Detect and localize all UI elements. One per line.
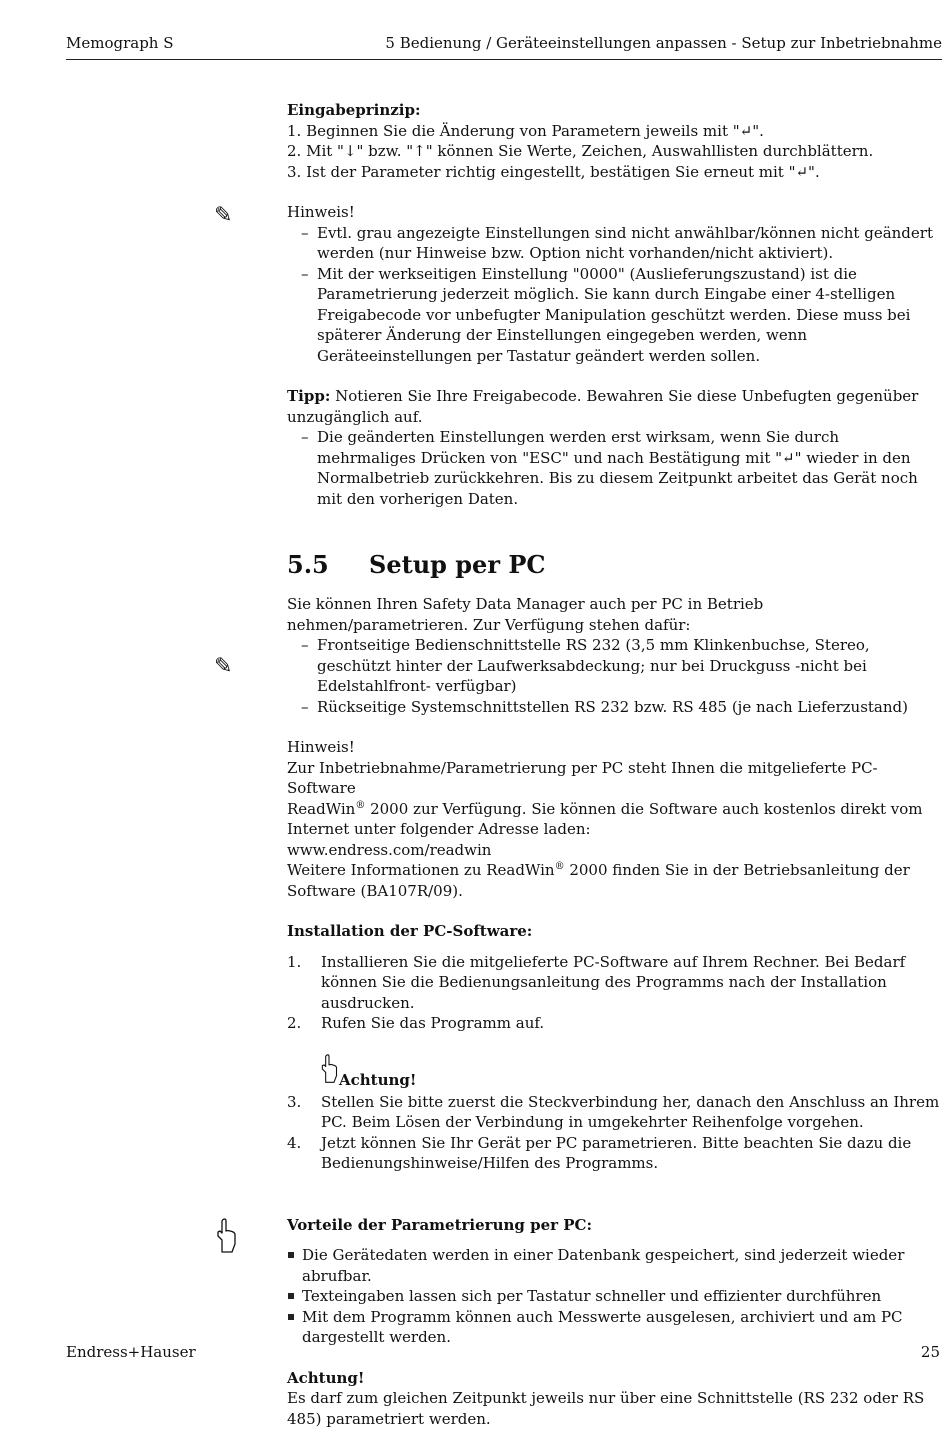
main-content bbox=[287, 100, 942, 1429]
pencil-icon: ✎ bbox=[214, 654, 233, 679]
list-item: Texteingaben lassen sich per Tastatur schneller und effizienter durchführen bbox=[287, 1286, 942, 1307]
list-item bbox=[287, 1092, 942, 1133]
tip-list bbox=[287, 427, 942, 509]
pointing-hand-icon bbox=[214, 1218, 238, 1259]
note-text-part: 2000 zur Verfügung. Sie können die Software auch kostenlos direkt vom Internet unter folgender Adresse laden: bbox=[287, 799, 923, 838]
list-item bbox=[287, 952, 942, 1014]
list-item: Die Gerätedaten werden in einer Datenbank gespeichert, sind jederzeit wieder abrufbar. bbox=[287, 1245, 942, 1286]
advantages-list bbox=[287, 1245, 942, 1348]
input-principle-title: Eingabeprinzip: bbox=[287, 101, 421, 119]
input-step: 1. Beginnen Sie die Änderung von Parametern jeweils mit "↵". bbox=[287, 121, 764, 140]
warning-label: Achtung! bbox=[339, 1070, 417, 1089]
input-step: 3. Ist der Parameter richtig eingestellt, bestätigen Sie erneut mit "↵". bbox=[287, 162, 820, 181]
warning-text: Es darf zum gleichen Zeitpunkt jeweils nur über eine Schnittstelle (RS 232 oder RS 485) parametriert werden. bbox=[287, 1389, 925, 1428]
download-url: www.endress.com/readwin bbox=[287, 840, 492, 859]
step-text: Stellen Sie bitte zuerst die Steckverbindung her, danach den Anschluss an Ihrem PC. Beim Lösen der Verbindung in umgekehrter Reihenfolge vorgehen. bbox=[321, 1092, 940, 1131]
list-item: – Rückseitige Systemschnittstellen RS 232 bzw. RS 485 (je nach Lieferzustand) bbox=[287, 697, 942, 718]
footer-brand: Endress+Hauser bbox=[66, 1343, 196, 1361]
list-item bbox=[287, 1013, 942, 1034]
header-chapter: 5 Bedienung / Geräteeinstellungen anpassen - Setup zur Inbetriebnahme bbox=[385, 34, 942, 52]
note-title: Hinweis! bbox=[287, 203, 355, 221]
step-number: 1. bbox=[287, 952, 302, 971]
warning-title: Achtung! bbox=[287, 1368, 365, 1387]
step-number: 2. bbox=[287, 1014, 302, 1032]
step-text: Installieren Sie die mitgelieferte PC-Software auf Ihrem Rechner. Bei Bedarf können Sie die Bedienungsanleitung des Programms nach der Installation ausdrucken. bbox=[321, 952, 906, 1012]
advantages-title: Vorteile der Parametrierung per PC: bbox=[287, 1215, 593, 1234]
header-product: Memograph S bbox=[66, 34, 174, 52]
section-number: 5.5 bbox=[287, 550, 329, 579]
list-item: Mit dem Programm können auch Messwerte ausgelesen, archiviert und am PC dargestellt werden. bbox=[287, 1307, 942, 1348]
section-heading bbox=[287, 550, 942, 580]
tip-label: Tipp: bbox=[287, 387, 331, 405]
step-text: Rufen Sie das Programm auf. bbox=[321, 1014, 545, 1032]
pointing-hand-icon bbox=[319, 1052, 339, 1092]
interface-list bbox=[287, 635, 942, 717]
registered-mark: ® bbox=[554, 861, 565, 872]
note-text: Zur Inbetriebnahme/Parametrierung per PC steht Ihnen die mitgelieferte PC-Software bbox=[287, 758, 878, 797]
note-text-part: 2000 finden Sie in der Betriebsanleitung der Software (BA107R/09). bbox=[287, 861, 910, 900]
installation-steps bbox=[287, 1092, 942, 1174]
installation-title: Installation der PC-Software: bbox=[287, 922, 533, 940]
note-text bbox=[287, 799, 942, 840]
registered-mark: ® bbox=[355, 799, 366, 811]
list-item: – Mit der werkseitigen Einstellung "0000" (Auslieferungszustand) ist die Parametrierung jederzeit möglich. Sie kann durch Eingabe einer 4-stelligen Freigabecode vor unbefugter Manipulation geschützt werden. Diese muss bei späterer Änderung der Einstellungen eingegeben werden, wenn Geräteeinstellungen per Tastatur geändert werden sollen. bbox=[287, 264, 942, 367]
section-intro: Sie können Ihren Safety Data Manager auch per PC in Betrieb nehmen/parametrieren. Zur Verfügung stehen dafür: bbox=[287, 595, 764, 634]
note-text bbox=[287, 860, 942, 901]
tip-text: Notieren Sie Ihre Freigabecode. Bewahren Sie diese Unbefugten gegenüber unzugänglich auf. bbox=[287, 387, 919, 426]
list-item: – Frontseitige Bedienschnittstelle RS 232 (3,5 mm Klinkenbuchse, Stereo, geschützt hinter der Laufwerksabdeckung; nur bei Druckguss -nicht bei Edelstahlfront- verfügbar) bbox=[287, 635, 942, 697]
note-list bbox=[287, 223, 942, 367]
pencil-icon: ✎ bbox=[214, 203, 233, 228]
list-item: – Evtl. grau angezeigte Einstellungen sind nicht anwählbar/können nicht geändert werden (nur Hinweise bzw. Option nicht vorhanden/nicht aktiviert). bbox=[287, 223, 942, 264]
step-number: 4. bbox=[287, 1133, 302, 1152]
note-text-part: Weitere Informationen zu ReadWin bbox=[287, 861, 555, 879]
page-number: 25 bbox=[920, 1343, 940, 1361]
section-title: Setup per PC bbox=[369, 550, 546, 579]
input-step: 2. Mit "↓" bzw. "↑" können Sie Werte, Zeichen, Auswahllisten durchblättern. bbox=[287, 142, 874, 160]
page-header bbox=[66, 33, 942, 60]
step-number: 3. bbox=[287, 1092, 302, 1111]
software-name: ReadWin bbox=[287, 799, 356, 818]
list-item: – Die geänderten Einstellungen werden erst wirksam, wenn Sie durch mehrmaliges Drücken von "ESC" und nach Bestätigung mit "↵" wieder in den Normalbetrieb zurückkehren. Bis zu diesem Zeitpunkt arbeitet das Gerät noch mit den vorherigen Daten. bbox=[287, 427, 942, 509]
tip-paragraph bbox=[287, 386, 942, 427]
installation-steps bbox=[287, 952, 942, 1034]
inline-warning bbox=[287, 1052, 942, 1092]
note-title: Hinweis! bbox=[287, 738, 355, 756]
step-text: Jetzt können Sie Ihr Gerät per PC parametrieren. Bitte beachten Sie dazu die Bedienungshinweise/Hilfen des Programms. bbox=[321, 1133, 912, 1172]
list-item bbox=[287, 1133, 942, 1174]
